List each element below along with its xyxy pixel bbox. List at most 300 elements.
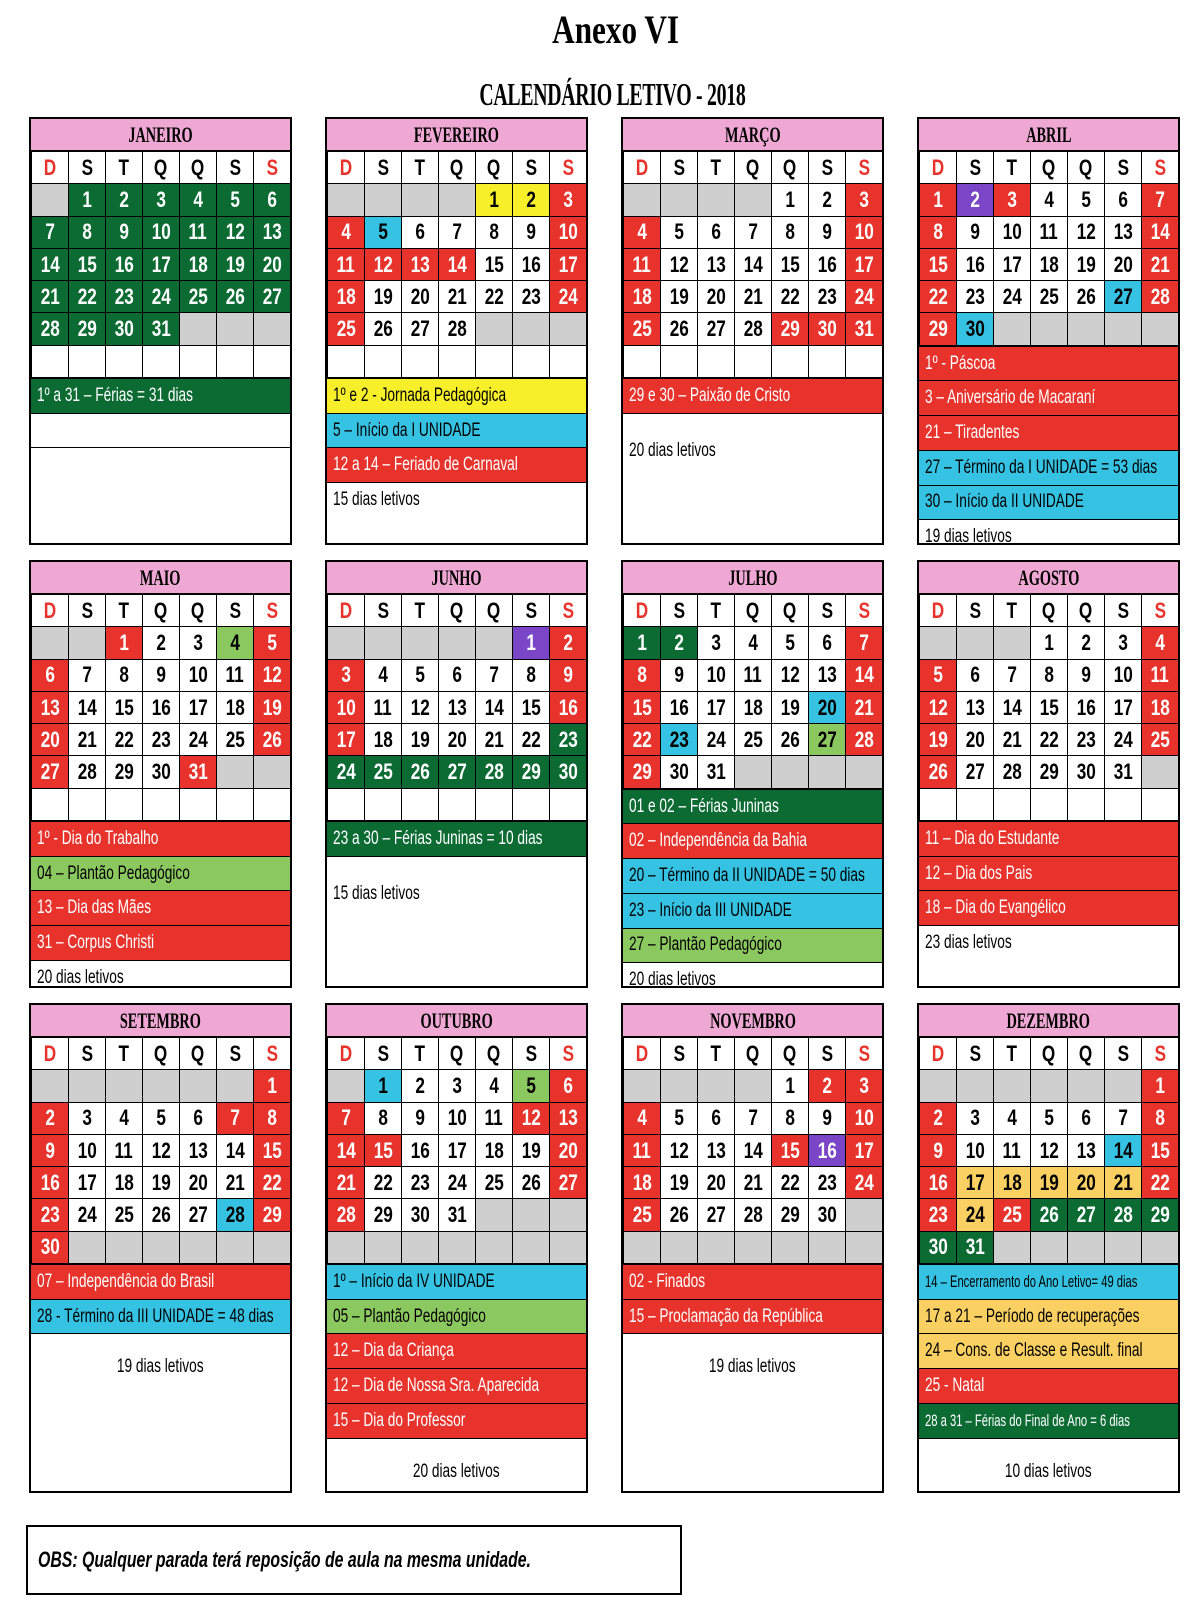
weekday-label: Q [746, 154, 760, 180]
day-number: 9 [156, 662, 166, 688]
event-item [327, 1265, 586, 1300]
day-cell [550, 756, 587, 788]
day-cell [1031, 659, 1068, 691]
weekday-label: T [1006, 1040, 1018, 1066]
day-cell [180, 691, 217, 723]
day-number: 16 [410, 1137, 430, 1163]
day-cell [624, 691, 661, 723]
event-text: 04 – Plantão Pedagógico [37, 862, 190, 884]
day-cell [32, 1199, 69, 1231]
day-cell [735, 1134, 772, 1166]
day-number: 15 [1039, 694, 1059, 720]
day-cell [698, 724, 735, 756]
month-name: FEVEREIRO [413, 121, 500, 147]
event-item [327, 1404, 586, 1439]
event-text: 14 – Encerramento do Ano Letivo= 49 dias [925, 1271, 1138, 1291]
day-number: 5 [230, 186, 240, 212]
day-cell [772, 691, 809, 723]
day-number: 31 [447, 1202, 467, 1228]
month-header [31, 1005, 290, 1037]
day-cell [550, 691, 587, 723]
weekday-label: Q [783, 1040, 797, 1066]
day-cell [772, 1134, 809, 1166]
month-header [327, 562, 586, 594]
day-cell [476, 248, 513, 280]
month-panel [621, 560, 884, 991]
empty-cell [735, 184, 772, 216]
weekday-header [994, 595, 1031, 627]
weekday-header [809, 595, 846, 627]
day-cell [772, 659, 809, 691]
empty-cell [550, 1199, 587, 1231]
month-grid [919, 1037, 1179, 1264]
week-row [920, 1134, 1179, 1166]
month-header [327, 119, 586, 151]
empty-cell [476, 788, 513, 820]
day-number: 27 [447, 759, 467, 785]
event-text: 12 – Dia de Nossa Sra. Aparecida [333, 1374, 540, 1396]
day-number: 5 [378, 219, 388, 245]
day-number: 7 [748, 219, 758, 245]
day-number: 14 [1002, 694, 1022, 720]
weekday-header [698, 152, 735, 184]
day-number: 4 [1155, 629, 1165, 655]
day-number: 19 [928, 726, 948, 752]
day-cell [180, 1199, 217, 1231]
weekday-header [180, 1038, 217, 1070]
day-cell [217, 1134, 254, 1166]
weekday-label: D [43, 154, 57, 180]
day-number: 19 [1039, 1169, 1059, 1195]
event-item [919, 486, 1178, 521]
event-text: 28 a 31 – Férias do Final de Ano = 6 dias [925, 1410, 1130, 1430]
event-item [327, 414, 586, 449]
weekday-header [1031, 595, 1068, 627]
weekday-header [1068, 1038, 1105, 1070]
week-row [328, 184, 587, 216]
day-cell [624, 216, 661, 248]
day-number: 28 [743, 1202, 763, 1228]
day-number: 4 [1044, 186, 1054, 212]
weekday-header [32, 1038, 69, 1070]
day-cell [32, 1231, 69, 1263]
day-number: 17 [77, 1169, 97, 1195]
day-cell [180, 281, 217, 313]
week-row [920, 788, 1179, 820]
day-cell [698, 1102, 735, 1134]
day-cell [143, 756, 180, 788]
empty-cell [735, 756, 772, 788]
day-cell [1031, 691, 1068, 723]
event-item [919, 1334, 1178, 1369]
empty-cell [143, 788, 180, 820]
day-number: 26 [521, 1169, 541, 1195]
day-cell [476, 756, 513, 788]
events-list [327, 821, 586, 857]
day-cell [920, 184, 957, 216]
day-number: 23 [817, 1169, 837, 1195]
weekday-label: T [710, 154, 722, 180]
weekday-label: S [858, 154, 870, 180]
day-cell [476, 216, 513, 248]
day-number: 27 [706, 316, 726, 342]
day-cell [1105, 248, 1142, 280]
day-cell [920, 691, 957, 723]
events-list [31, 821, 290, 961]
day-number: 5 [526, 1072, 536, 1098]
empty-cell [809, 756, 846, 788]
day-cell [957, 659, 994, 691]
month-header [623, 119, 882, 151]
empty-cell [994, 1070, 1031, 1102]
day-number: 13 [262, 219, 282, 245]
day-number: 10 [854, 219, 874, 245]
day-number: 21 [40, 283, 60, 309]
empty-cell [476, 313, 513, 345]
empty-cell [994, 788, 1031, 820]
day-cell [735, 1199, 772, 1231]
day-number: 31 [854, 316, 874, 342]
day-number: 26 [669, 1202, 689, 1228]
day-cell [661, 1134, 698, 1166]
month-grid [31, 594, 291, 821]
event-text: 12 – Dia dos Pais [925, 862, 1033, 884]
day-number: 16 [817, 251, 837, 277]
day-number: 5 [785, 629, 795, 655]
empty-cell [476, 1231, 513, 1263]
week-row [328, 345, 587, 377]
day-number: 18 [1150, 694, 1170, 720]
weekday-label: S [562, 154, 574, 180]
events-list [31, 1264, 290, 1334]
day-cell [365, 248, 402, 280]
day-cell [106, 691, 143, 723]
day-cell [69, 216, 106, 248]
day-cell [32, 756, 69, 788]
empty-cell [402, 788, 439, 820]
week-row [920, 756, 1179, 788]
day-number: 13 [817, 662, 837, 688]
day-number: 15 [484, 251, 504, 277]
day-number: 23 [40, 1202, 60, 1228]
day-cell [624, 1167, 661, 1199]
day-cell [254, 627, 291, 659]
day-cell [624, 627, 661, 659]
day-cell [143, 659, 180, 691]
day-cell [1142, 659, 1179, 691]
day-number: 26 [1039, 1202, 1059, 1228]
day-number: 25 [336, 316, 356, 342]
day-number: 26 [780, 726, 800, 752]
day-cell [513, 281, 550, 313]
observation-note [26, 1525, 682, 1595]
day-number: 4 [378, 662, 388, 688]
day-cell [402, 1167, 439, 1199]
week-row [328, 313, 587, 345]
day-number: 4 [119, 1105, 129, 1131]
day-number: 22 [484, 283, 504, 309]
day-cell [550, 1070, 587, 1102]
day-cell [217, 248, 254, 280]
event-item [919, 1404, 1178, 1439]
day-number: 29 [114, 759, 134, 785]
day-cell [920, 216, 957, 248]
event-item [623, 824, 882, 859]
empty-cell [328, 627, 365, 659]
empty-cell [217, 345, 254, 377]
day-cell [365, 691, 402, 723]
week-row [920, 627, 1179, 659]
day-number: 27 [558, 1169, 578, 1195]
day-number: 24 [854, 283, 874, 309]
weekday-label: D [931, 154, 945, 180]
day-number: 25 [1039, 283, 1059, 309]
empty-cell [994, 313, 1031, 345]
day-number: 10 [151, 219, 171, 245]
day-number: 17 [447, 1137, 467, 1163]
weekday-label: S [1154, 597, 1166, 623]
day-number: 10 [706, 662, 726, 688]
day-cell [550, 248, 587, 280]
day-number: 10 [854, 1105, 874, 1131]
weekday-label: S [821, 154, 833, 180]
day-number: 29 [77, 316, 97, 342]
day-cell [476, 724, 513, 756]
day-cell [809, 248, 846, 280]
school-days-text: 23 dias letivos [925, 932, 1012, 954]
day-cell [1142, 1102, 1179, 1134]
day-number: 5 [933, 662, 943, 688]
day-cell [920, 313, 957, 345]
day-number: 21 [743, 283, 763, 309]
day-number: 14 [484, 694, 504, 720]
day-number: 11 [632, 251, 652, 277]
day-cell [846, 216, 883, 248]
month-header [919, 119, 1178, 151]
month-header [31, 119, 290, 151]
day-cell [143, 724, 180, 756]
day-cell [624, 1102, 661, 1134]
weekday-header [550, 152, 587, 184]
day-cell [994, 724, 1031, 756]
empty-cell [254, 1231, 291, 1263]
day-cell [809, 1070, 846, 1102]
day-number: 16 [669, 694, 689, 720]
weekday-header [143, 1038, 180, 1070]
day-number: 11 [1039, 219, 1059, 245]
day-number: 10 [965, 1137, 985, 1163]
day-number: 3 [341, 662, 351, 688]
day-cell [661, 281, 698, 313]
weekday-header [217, 1038, 254, 1070]
day-number: 3 [970, 1105, 980, 1131]
day-cell [106, 1134, 143, 1166]
day-cell [32, 691, 69, 723]
day-cell [69, 248, 106, 280]
week-row [920, 184, 1179, 216]
day-number: 13 [40, 694, 60, 720]
day-number: 13 [706, 1137, 726, 1163]
weekday-header [143, 595, 180, 627]
week-row [328, 1070, 587, 1102]
empty-cell [624, 1070, 661, 1102]
empty-cell [1068, 1231, 1105, 1263]
day-number: 3 [1007, 186, 1017, 212]
day-cell [217, 627, 254, 659]
day-cell [513, 248, 550, 280]
day-cell [846, 691, 883, 723]
day-number: 24 [854, 1169, 874, 1195]
day-cell [439, 1167, 476, 1199]
day-number: 12 [669, 251, 689, 277]
empty-cell [994, 627, 1031, 659]
day-number: 22 [780, 1169, 800, 1195]
day-number: 13 [558, 1105, 578, 1131]
day-cell [143, 691, 180, 723]
day-number: 15 [262, 1137, 282, 1163]
month-panel [621, 1003, 884, 1493]
month-header [919, 562, 1178, 594]
day-number: 8 [82, 219, 92, 245]
event-item [919, 451, 1178, 486]
event-text: 25 - Natal [925, 1374, 985, 1396]
day-number: 1 [82, 186, 92, 212]
day-number: 24 [558, 283, 578, 309]
empty-cell [846, 1199, 883, 1231]
day-number: 12 [1039, 1137, 1059, 1163]
day-cell [550, 184, 587, 216]
day-cell [809, 1199, 846, 1231]
day-cell [476, 1070, 513, 1102]
day-number: 10 [1113, 662, 1133, 688]
day-cell [1105, 1199, 1142, 1231]
day-cell [106, 1102, 143, 1134]
day-number: 25 [188, 283, 208, 309]
weekday-header [1142, 595, 1179, 627]
event-item [623, 859, 882, 894]
weekday-header [624, 152, 661, 184]
week-row [328, 724, 587, 756]
day-number: 7 [489, 662, 499, 688]
weekday-header [1031, 152, 1068, 184]
day-number: 5 [674, 1105, 684, 1131]
day-cell [402, 216, 439, 248]
day-number: 30 [965, 316, 985, 342]
day-number: 30 [558, 759, 578, 785]
day-cell [550, 281, 587, 313]
day-number: 3 [563, 186, 573, 212]
day-number: 27 [262, 283, 282, 309]
day-number: 9 [674, 662, 684, 688]
day-cell [1105, 627, 1142, 659]
day-cell [1031, 724, 1068, 756]
day-number: 26 [262, 726, 282, 752]
school-days-text: 20 dias letivos [37, 966, 124, 988]
day-cell [772, 216, 809, 248]
day-number: 20 [706, 283, 726, 309]
day-number: 3 [452, 1072, 462, 1098]
day-cell [1068, 184, 1105, 216]
day-number: 1 [637, 629, 647, 655]
empty-cell [365, 345, 402, 377]
day-cell [661, 691, 698, 723]
day-cell [994, 1134, 1031, 1166]
empty-cell [328, 788, 365, 820]
day-cell [1031, 216, 1068, 248]
week-row [32, 788, 291, 820]
week-row [624, 756, 883, 788]
day-cell [106, 216, 143, 248]
day-cell [143, 184, 180, 216]
day-number: 8 [1155, 1105, 1165, 1131]
week-row [624, 313, 883, 345]
day-number: 18 [743, 694, 763, 720]
day-cell [513, 691, 550, 723]
day-number: 10 [188, 662, 208, 688]
empty-cell [957, 627, 994, 659]
day-number: 7 [341, 1105, 351, 1131]
week-row [328, 1102, 587, 1134]
day-cell [735, 627, 772, 659]
day-number: 1 [1155, 1072, 1165, 1098]
weekday-header [476, 152, 513, 184]
weekday-label: D [43, 597, 57, 623]
empty-cell [1142, 313, 1179, 345]
events-list [31, 378, 290, 448]
weekday-label: S [673, 154, 685, 180]
weekday-header [476, 595, 513, 627]
day-cell [698, 281, 735, 313]
event-item [31, 822, 290, 857]
day-number: 30 [410, 1202, 430, 1228]
day-number: 2 [156, 629, 166, 655]
day-cell [217, 184, 254, 216]
weekday-header [846, 1038, 883, 1070]
day-cell [143, 216, 180, 248]
day-number: 21 [484, 726, 504, 752]
day-cell [106, 627, 143, 659]
weekday-label: S [858, 597, 870, 623]
week-row [624, 627, 883, 659]
week-row [32, 691, 291, 723]
weekday-header [69, 595, 106, 627]
event-text: 27 – Término da I UNIDADE = 53 dias [925, 456, 1158, 478]
day-number: 19 [780, 694, 800, 720]
weekday-header [624, 595, 661, 627]
weekday-label: Q [191, 1040, 205, 1066]
day-number: 16 [558, 694, 578, 720]
week-row [920, 724, 1179, 756]
day-number: 30 [817, 1202, 837, 1228]
event-item [327, 448, 586, 483]
empty-cell [328, 184, 365, 216]
day-cell [365, 1102, 402, 1134]
day-number: 9 [563, 662, 573, 688]
day-number: 28 [447, 316, 467, 342]
day-cell [994, 1167, 1031, 1199]
day-number: 15 [928, 251, 948, 277]
day-cell [143, 1102, 180, 1134]
day-number: 16 [928, 1169, 948, 1195]
event-item [327, 1334, 586, 1369]
empty-cell [698, 184, 735, 216]
day-number: 6 [970, 662, 980, 688]
school-days-count [623, 1352, 882, 1382]
empty-cell [254, 345, 291, 377]
day-number: 25 [632, 1202, 652, 1228]
day-number: 25 [632, 316, 652, 342]
day-cell [328, 1199, 365, 1231]
